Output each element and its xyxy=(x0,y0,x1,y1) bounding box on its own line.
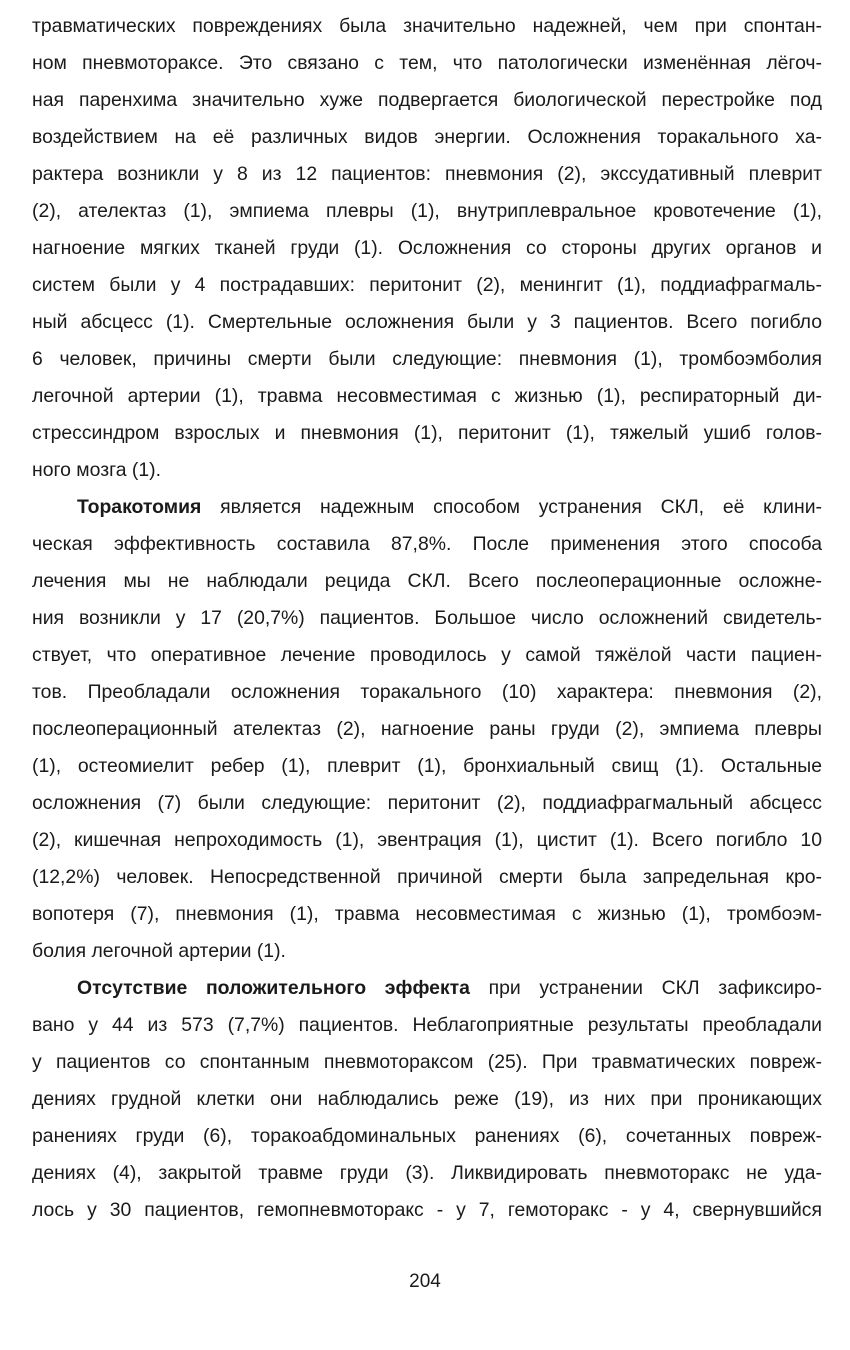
text-line: (2), кишечная непроходимость (1), эвентрация (1), цистит (1). Всего погибло 10 xyxy=(32,829,822,851)
text-line: систем были у 4 пострадавших: перитонит (2), менингит (1), поддиафрагмаль- xyxy=(32,274,822,296)
text-line: лечения мы не наблюдали рецида СКЛ. Всего послеоперационные осложне- xyxy=(32,570,822,592)
text-run: при устранении СКЛ зафиксиро- xyxy=(469,977,823,999)
text-line: ческая эффективность составила 87,8%. После применения этого способа xyxy=(32,533,822,555)
text-line: ного мозга (1). xyxy=(32,459,162,481)
text-line: дениях грудной клетки они наблюдались реже (19), из них при проникающих xyxy=(32,1088,822,1110)
text-line: легочной артерии (1), травма несовместимая с жизнью (1), респираторный ди- xyxy=(32,385,822,407)
text-line xyxy=(32,489,822,526)
text-line: ния возникли у 17 (20,7%) пациентов. Большое число осложнений свидетель- xyxy=(32,607,822,629)
text-line: воздействием на её различных видов энергии. Осложнения торакального ха- xyxy=(32,126,822,148)
text-line: вопотеря (7), пневмония (1), травма несовместимая с жизнью (1), тромбоэм- xyxy=(32,903,822,925)
text-line: послеоперационный ателектаз (2), нагноение раны груди (2), эмпиема плевры xyxy=(32,718,822,740)
text-line: дениях (4), закрытой травме груди (3). Ликвидировать пневмоторакс не уда- xyxy=(32,1162,822,1184)
text-line: болия легочной артерии (1). xyxy=(32,940,286,962)
text-run: является надежным способом устранения СКЛ, её клини- xyxy=(201,496,822,518)
text-line: лось у 30 пациентов, гемопневмоторакс - у 7, гемоторакс - у 4, свернувшийся xyxy=(32,1199,822,1221)
text-line: (2), ателектаз (1), эмпиема плевры (1), внутриплевральное кровотечение (1), xyxy=(32,200,822,222)
text-line: у пациентов со спонтанным пневмотораксом (25). При травматических повреж- xyxy=(32,1051,822,1073)
text-line: вано у 44 из 573 (7,7%) пациентов. Неблагоприятные результаты преобладали xyxy=(32,1014,822,1036)
text-line: ная паренхима значительно хуже подвергается биологической перестройке под xyxy=(32,89,822,111)
paragraph-no-effect xyxy=(32,970,822,1229)
text-line: ранениях груди (6), торакоабдоминальных ранениях (6), сочетанных повреж- xyxy=(32,1125,822,1147)
page-number: 204 xyxy=(409,1271,441,1292)
text-line: (1), остеомиелит ребер (1), плеврит (1), бронхиальный свищ (1). Остальные xyxy=(32,755,822,777)
bold-lead-thoracotomy: Торакотомия xyxy=(77,496,202,518)
text-line: стрессиндром взрослых и пневмония (1), перитонит (1), тяжелый ушиб голов- xyxy=(32,422,822,444)
text-line xyxy=(32,970,822,1007)
text-line: (12,2%) человек. Непосредственной причиной смерти была запредельная кро- xyxy=(32,866,822,888)
text-line: ном пневмотораксе. Это связано с тем, что патологически изменённая лёгоч- xyxy=(32,52,822,74)
text-line: нагноение мягких тканей груди (1). Осложнения со стороны других органов и xyxy=(32,237,822,259)
paragraph-complications xyxy=(32,8,822,489)
text-line: 6 человек, причины смерти были следующие: пневмония (1), тромбоэмболия xyxy=(32,348,822,370)
text-line: травматических повреждениях была значительно надежней, чем при спонтан- xyxy=(32,15,822,37)
text-line: тов. Преобладали осложнения торакального (10) характера: пневмония (2), xyxy=(32,681,822,703)
text-line: ный абсцесс (1). Смертельные осложнения были у 3 пациентов. Всего погибло xyxy=(32,311,822,333)
text-line: осложнения (7) были следующие: перитонит (2), поддиафрагмальный абсцесс xyxy=(32,792,822,814)
page-body xyxy=(32,8,822,1229)
bold-lead-no-effect: Отсутствие положительного эффекта xyxy=(77,977,470,999)
text-line: рактера возникли у 8 из 12 пациентов: пневмония (2), экссудативный плеврит xyxy=(32,163,822,185)
text-line: ствует, что оперативное лечение проводилось у самой тяжёлой части пациен- xyxy=(32,644,822,666)
paragraph-thoracotomy xyxy=(32,489,822,970)
